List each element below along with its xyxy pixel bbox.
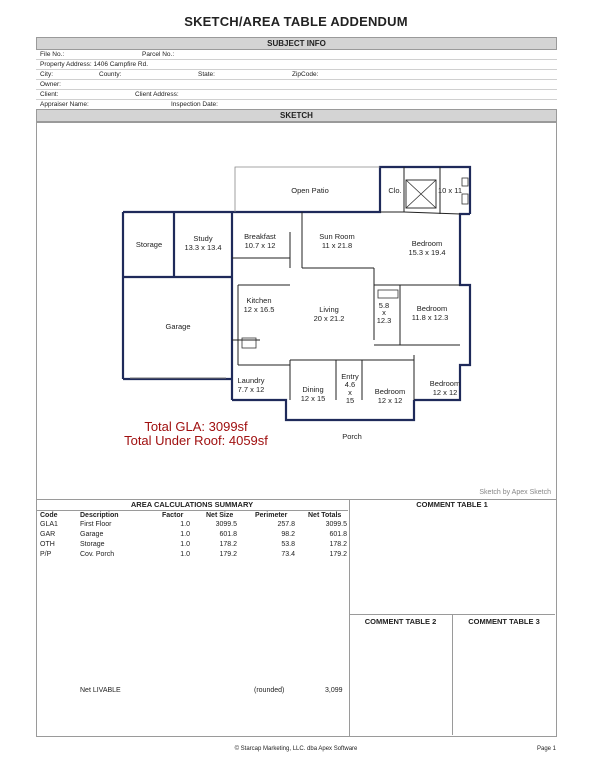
room-bedroom-main-dim: 15.3 x 19.4 bbox=[408, 248, 446, 257]
room-study: Study bbox=[193, 234, 213, 243]
room-bedroom-2: Bedroom bbox=[416, 304, 448, 313]
area-calc-cell: 53.8 bbox=[281, 541, 295, 548]
net-livable-row bbox=[36, 686, 348, 695]
total-under-roof: Total Under Roof: 4059sf bbox=[124, 433, 268, 448]
room-bedroom-3: Bedroom bbox=[374, 387, 406, 396]
room-bedroom-main: Bedroom bbox=[411, 239, 443, 248]
room-storage: Storage bbox=[135, 240, 163, 249]
toilet-1 bbox=[462, 178, 468, 186]
area-calc-cell: 601.8 bbox=[219, 531, 237, 538]
net-livable-rounded: (rounded) bbox=[254, 687, 285, 694]
room-bath-58: 5.8 bbox=[378, 301, 390, 310]
exterior-walls bbox=[123, 167, 470, 420]
footer-copyright: © Starcap Marketing, LLC. dba Apex Software bbox=[234, 746, 358, 752]
city-label: City: bbox=[40, 71, 53, 78]
room-bedroom-2-dim: 11.8 x 12.3 bbox=[411, 313, 449, 322]
room-study-dim: 13.3 x 13.4 bbox=[184, 243, 222, 252]
area-calc-cell: 3099.5 bbox=[325, 521, 347, 528]
inspection-date-label: Inspection Date: bbox=[171, 101, 218, 108]
room-laundry-dim: 7.7 x 12 bbox=[237, 385, 265, 394]
area-calc-row bbox=[36, 540, 348, 549]
room-breakfast-dim: 10.7 x 12 bbox=[244, 241, 276, 250]
room-entry-15: 15 bbox=[345, 396, 355, 405]
room-10x11: 10 x 11 bbox=[437, 186, 463, 195]
area-calc-row bbox=[36, 550, 348, 559]
area-calc-cell: 1.0 bbox=[180, 551, 190, 558]
comment-table-1-header: COMMENT TABLE 1 bbox=[416, 500, 488, 509]
comment-table-3-header: COMMENT TABLE 3 bbox=[468, 617, 540, 626]
room-entry-46: 4.6 bbox=[344, 380, 356, 389]
col-description: Description bbox=[80, 512, 119, 519]
area-calc-cell: 179.2 bbox=[219, 551, 237, 558]
area-calc-cell: 178.2 bbox=[219, 541, 237, 548]
area-calc-cell: 1.0 bbox=[180, 541, 190, 548]
room-breakfast: Breakfast bbox=[244, 232, 276, 241]
net-livable-label: Net LIVABLE bbox=[80, 687, 121, 694]
room-entry-x: x bbox=[348, 388, 352, 397]
room-garage: Garage bbox=[165, 322, 191, 331]
interior-walls bbox=[232, 167, 463, 400]
county-label: County: bbox=[99, 71, 122, 78]
area-calc-cell: 1.0 bbox=[180, 521, 190, 528]
sketch-credit: Sketch by Apex Sketch bbox=[479, 489, 551, 496]
comment-table-2-header: COMMENT TABLE 2 bbox=[364, 617, 437, 626]
area-calc-cell: OTH bbox=[40, 541, 55, 548]
file-no-label: File No.: bbox=[40, 51, 65, 58]
area-calc-cell: 1.0 bbox=[180, 531, 190, 538]
area-calc-cell: 73.4 bbox=[281, 551, 295, 558]
area-calc-cell: GLA1 bbox=[40, 521, 58, 528]
sink-1 bbox=[462, 194, 468, 204]
area-calc-cell: 179.2 bbox=[329, 551, 347, 558]
total-gla: Total GLA: 3099sf bbox=[144, 419, 248, 434]
client-label: Client: bbox=[40, 91, 59, 98]
sketch-header: SKETCH bbox=[36, 109, 557, 122]
room-bath-x: x bbox=[382, 308, 386, 317]
room-kitchen-dim: 12 x 16.5 bbox=[243, 305, 275, 314]
area-calc-cell: GAR bbox=[40, 531, 56, 538]
area-calc-cell: Storage bbox=[80, 541, 105, 548]
area-calc-cell: First Floor bbox=[80, 521, 112, 528]
room-clo: Clo. bbox=[388, 186, 402, 195]
area-calc-cell: 601.8 bbox=[329, 531, 347, 538]
area-calc-header: AREA CALCULATIONS SUMMARY bbox=[36, 499, 348, 511]
area-calc-cell: 178.2 bbox=[329, 541, 347, 548]
area-calc-cell: Cov. Porch bbox=[80, 551, 115, 558]
area-calc-cell: P/P bbox=[40, 551, 52, 558]
room-living: Living bbox=[319, 305, 339, 314]
appraiser-name-label: Appraiser Name: bbox=[40, 101, 89, 108]
parcel-no-label: Parcel No.: bbox=[142, 51, 175, 58]
col-net-size: Net Size bbox=[206, 512, 234, 519]
col-perimeter: Perimeter bbox=[255, 512, 288, 519]
footer-page: Page 1 bbox=[537, 746, 557, 752]
col-code: Code bbox=[40, 512, 58, 519]
room-open-patio: Open Patio bbox=[291, 186, 329, 195]
room-kitchen: Kitchen bbox=[246, 296, 272, 305]
comment-divider-v bbox=[452, 614, 453, 735]
client-address-label: Client Address: bbox=[135, 91, 179, 98]
property-address-label: Property Address: 1406 Campfire Rd. bbox=[40, 61, 149, 68]
page-title: SKETCH/AREA TABLE ADDENDUM bbox=[184, 14, 408, 29]
owner-label: Owner: bbox=[40, 81, 61, 88]
col-factor: Factor bbox=[162, 512, 184, 519]
area-calc-cell: 257.8 bbox=[277, 521, 295, 528]
zipcode-label: ZipCode: bbox=[292, 71, 319, 78]
room-bath-123: 12.3 bbox=[376, 316, 392, 325]
room-porch: Porch bbox=[342, 432, 362, 441]
room-laundry: Laundry bbox=[237, 376, 265, 385]
room-entry: Entry bbox=[341, 372, 359, 381]
net-livable-value: 3,099 bbox=[325, 687, 343, 694]
room-dining: Dining bbox=[302, 385, 324, 394]
bathtub bbox=[378, 290, 398, 298]
room-bedroom-3-dim: 12 x 12 bbox=[377, 396, 403, 405]
subject-info-header: SUBJECT INFO bbox=[36, 37, 557, 50]
area-calc-row bbox=[36, 530, 348, 539]
area-calc-cell: 3099.5 bbox=[215, 521, 237, 528]
area-calc-columns bbox=[36, 511, 348, 520]
room-bedroom-4: Bedroom bbox=[429, 379, 461, 388]
room-dining-dim: 12 x 15 bbox=[300, 394, 326, 403]
room-sun-room-dim: 11 x 21.8 bbox=[321, 241, 353, 250]
area-calc-cell: 98.2 bbox=[281, 531, 295, 538]
area-calc-row bbox=[36, 520, 348, 529]
col-net-totals: Net Totals bbox=[308, 512, 342, 519]
room-living-dim: 20 x 21.2 bbox=[313, 314, 345, 323]
area-calc-cell: Garage bbox=[80, 531, 104, 538]
room-sun-room: Sun Room bbox=[319, 232, 355, 241]
room-bedroom-4-dim: 12 x 12 bbox=[432, 388, 458, 397]
state-label: State: bbox=[198, 71, 215, 78]
